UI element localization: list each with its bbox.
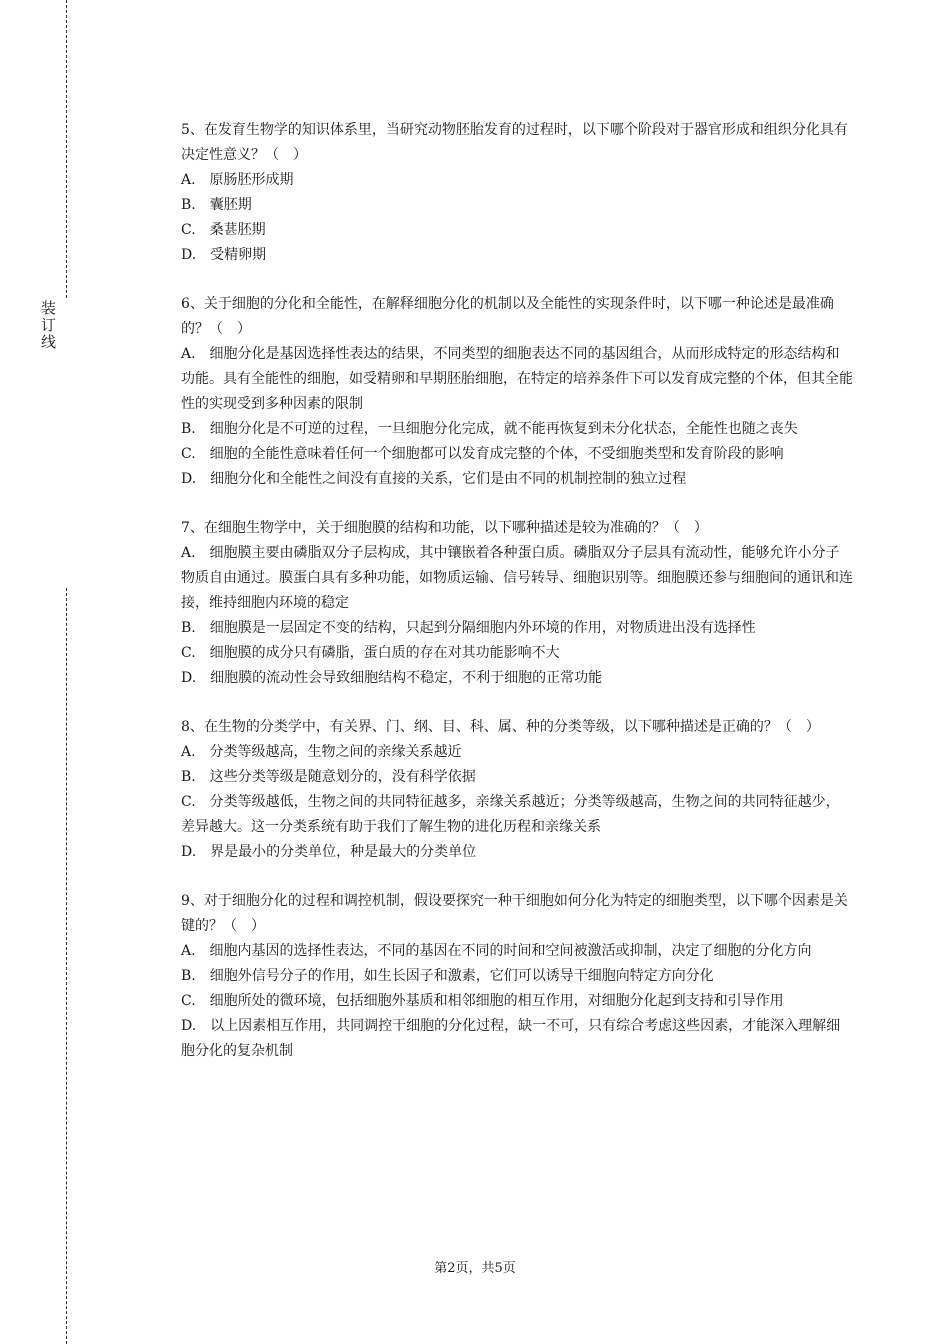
option-c: C. 细胞膜的成分只有磷脂，蛋白质的存在对其功能影响不大	[181, 645, 560, 661]
question-9	[181, 889, 853, 1064]
option-c: C. 分类等级越低，生物之间的共同特征越多，亲缘关系越近；分类等级越高，生物之间的共同特征越少，差异越大。这一分类系统有助于我们了解生物的进化历程和亲缘关系	[181, 794, 840, 835]
question-stem: 6、关于细胞的分化和全能性，在解释细胞分化的机制以及全能性的实现条件时，以下哪一种论述是最准确的？（ ）	[181, 296, 834, 337]
option-b: B. 囊胚期	[181, 197, 252, 213]
option-a: A. 细胞内基因的选择性表达，不同的基因在不同的时间和空间被激活或抑制，决定了细胞的分化方向	[181, 943, 812, 959]
question-stem: 7、在细胞生物学中，关于细胞膜的结构和功能，以下哪种描述是较为准确的？（ ）	[181, 520, 708, 536]
binding-dashed-line-bottom	[66, 588, 67, 1344]
option-b: B. 细胞膜是一层固定不变的结构，只起到分隔细胞内外环境的作用，对物质进出没有选择性	[181, 620, 756, 636]
option-d: D. 受精卵期	[181, 247, 267, 263]
question-list	[181, 118, 853, 1088]
option-a: A. 细胞分化是基因选择性表达的结果，不同类型的细胞表达不同的基因组合，从而形成特定的形态结构和功能。具有全能性的细胞，如受精卵和早期胚胎细胞，在特定的培养条件下可以发育成完整的个体，但其全能性的实现受到多种因素的限制	[181, 346, 853, 412]
option-b: B. 细胞外信号分子的作用，如生长因子和激素，它们可以诱导干细胞向特定方向分化	[181, 968, 714, 984]
option-a: A. 分类等级越高，生物之间的亲缘关系越近	[181, 744, 462, 760]
option-b: B. 细胞分化是不可逆的过程，一旦细胞分化完成，就不能再恢复到未分化状态，全能性也随之丧失	[181, 421, 798, 437]
option-d: D. 以上因素相互作用，共同调控干细胞的分化过程，缺一不可，只有综合考虑这些因素，才能深入理解细胞分化的复杂机制	[181, 1018, 841, 1059]
option-c: C. 桑葚胚期	[181, 222, 266, 238]
option-a: A. 细胞膜主要由磷脂双分子层构成，其中镶嵌着各种蛋白质。磷脂双分子层具有流动性，能够允许小分子物质自由通过。膜蛋白具有多种功能，如物质运输、信号转导、细胞识别等。细胞膜还参与细胞间的通讯和连接，维持细胞内环境的稳定	[181, 545, 853, 611]
question-stem: 8、在生物的分类学中，有关界、门、纲、目、科、属、种的分类等级，以下哪种描述是正确的？（ ）	[181, 719, 820, 735]
option-d: D. 细胞分化和全能性之间没有直接的关系，它们是由不同的机制控制的独立过程	[181, 471, 687, 487]
question-stem: 9、对于细胞分化的过程和调控机制，假设要探究一种干细胞如何分化为特定的细胞类型，以下哪个因素是关键的？（ ）	[181, 893, 848, 934]
binding-dashed-line-top	[66, 0, 67, 298]
option-d: D. 细胞膜的流动性会导致细胞结构不稳定，不利于细胞的正常功能	[181, 670, 603, 686]
question-8	[181, 715, 853, 865]
question-5	[181, 118, 853, 268]
page-number-footer: 第2页，共5页	[434, 1261, 516, 1276]
binding-label: 装订线	[39, 300, 57, 351]
option-d: D. 界是最小的分类单位，种是最大的分类单位	[181, 844, 477, 860]
option-c: C. 细胞的全能性意味着任何一个细胞都可以发育成完整的个体，不受细胞类型和发育阶段的影响	[181, 446, 784, 462]
option-c: C. 细胞所处的微环境，包括细胞外基质和相邻细胞的相互作用，对细胞分化起到支持和引导作用	[181, 993, 784, 1009]
question-stem: 5、在发育生物学的知识体系里，当研究动物胚胎发育的过程时，以下哪个阶段对于器官形成和组织分化具有决定性意义？（ ）	[181, 122, 848, 163]
option-a: A. 原肠胚形成期	[181, 172, 294, 188]
question-7	[181, 516, 853, 691]
question-6	[181, 292, 853, 492]
option-b: B. 这些分类等级是随意划分的，没有科学依据	[181, 769, 476, 785]
